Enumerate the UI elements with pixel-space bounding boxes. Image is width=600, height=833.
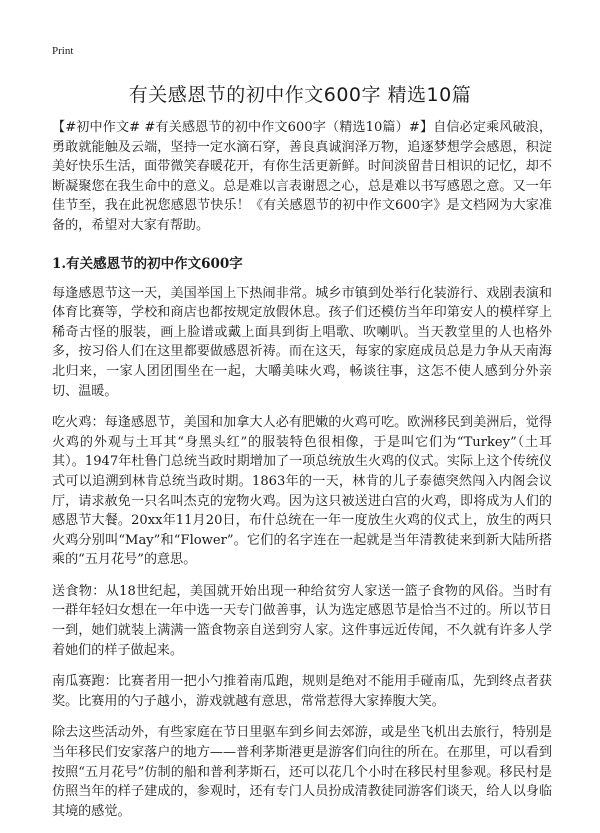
page-title: 有关感恩节的初中作文600字 精选10篇: [128, 84, 472, 106]
paragraph-turkey: 吃火鸡：每逢感恩节，美国和加拿大人必有肥嫩的火鸡可吃。欧洲移民到美洲后，觉得火鸡的外观与土耳其“身黑头红”的服装特色很相像，于是叫它们为“Turkey”（土耳其）。1947年杜鲁门总统当政时期增加了一项总统放生火鸡的仪式。实际上这个传统仪式可以追溯到林肯总统当政时期。1863年的一天，林肯的儿子泰德突然闯入内阁会议厅，请求赦免一只名叫杰克的宠物火鸡。因为这只被送进白宫的火鸡，即将成为人们的感恩节大餐。20xx年11月20日，布什总统在一年一度放生火鸡的仪式上，放生的两只火鸡分别叫“May”和“Flower”。它们的名字连在一起就是当年清教徒来到新大陆所搭乘的“五月花号”的意思。: [52, 415, 552, 568]
intro-paragraph: 【#初中作文# #有关感恩节的初中作文600字（精选10篇）#】自信必定乘风破浪，勇敢就能触及云端，坚持一定水滴石穿，善良真诚润泽万物，追逐梦想学会感恩，积淀美好快乐生活，面带微笑春暖花开，有你生活更新鲜。时间淡留昔日相识的记忆，却不断凝聚您在我生命中的意义。总是难以言表谢恩之心，总是难以书写感恩之意。又一年佳节至，我在此祝您感恩节快乐！《有关感恩节的初中作文600字》是文档网为大家准备的，希望对大家有帮助。: [52, 120, 552, 233]
paragraph-customs: 每逢感恩节这一天，美国举国上下热闹非常。城乡市镇到处举行化装游行、戏剧表演和体育比赛等，学校和商店也都按规定放假休息。孩子们还模仿当年印第安人的模样穿上稀奇古怪的服装，画上脸谱或戴上面具到街上唱歌、吹喇叭。当天教堂里的人也格外多，按习俗人们在这里都要做感恩祈祷。而在这天，每家的家庭成员总是力争从天南海北归来，一家人团团围坐在一起，大嚼美味火鸡，畅谈往事，这怎不使人感到分外亲切、温暖。: [52, 285, 552, 399]
paragraph-food: 送食物：从18世纪起，美国就开始出现一种给贫穷人家送一篮子食物的风俗。当时有一群年轻妇女想在一年中选一天专门做善事，认为选定感恩节是恰当不过的。所以节日一到，她们就装上满满一篮食物亲自送到穷人家。这件事远近传闻，不久就有许多人学着她们的样子做起来。: [52, 583, 552, 658]
paragraph-travel: 除去这些活动外，有些家庭在节日里驱车到乡间去郊游，或是坐飞机出去旅行，特别是当年移民们安家落户的地方——普利茅斯港更是游客们向往的所在。在那里，可以看到按照“五月花号”仿制的船和普利茅斯石，还可以花几个小时在移民村里参观。移民村是仿照当年的样子建成的，参观时，还有专门人员扮成清教徒同游客们谈天，给人以身临其境的感觉。: [52, 725, 552, 819]
section-heading: 1.有关感恩节的初中作文600字: [52, 255, 243, 272]
article-body: [52, 118, 552, 833]
paragraph-pumpkin: 南瓜赛跑：比赛者用一把小勺推着南瓜跑，规则是绝对不能用手碰南瓜，先到终点者获奖。比赛用的勺子越小，游戏就越有意思，常常惹得大家捧腹大笑。: [52, 674, 552, 709]
print-link[interactable]: Print: [52, 45, 74, 57]
